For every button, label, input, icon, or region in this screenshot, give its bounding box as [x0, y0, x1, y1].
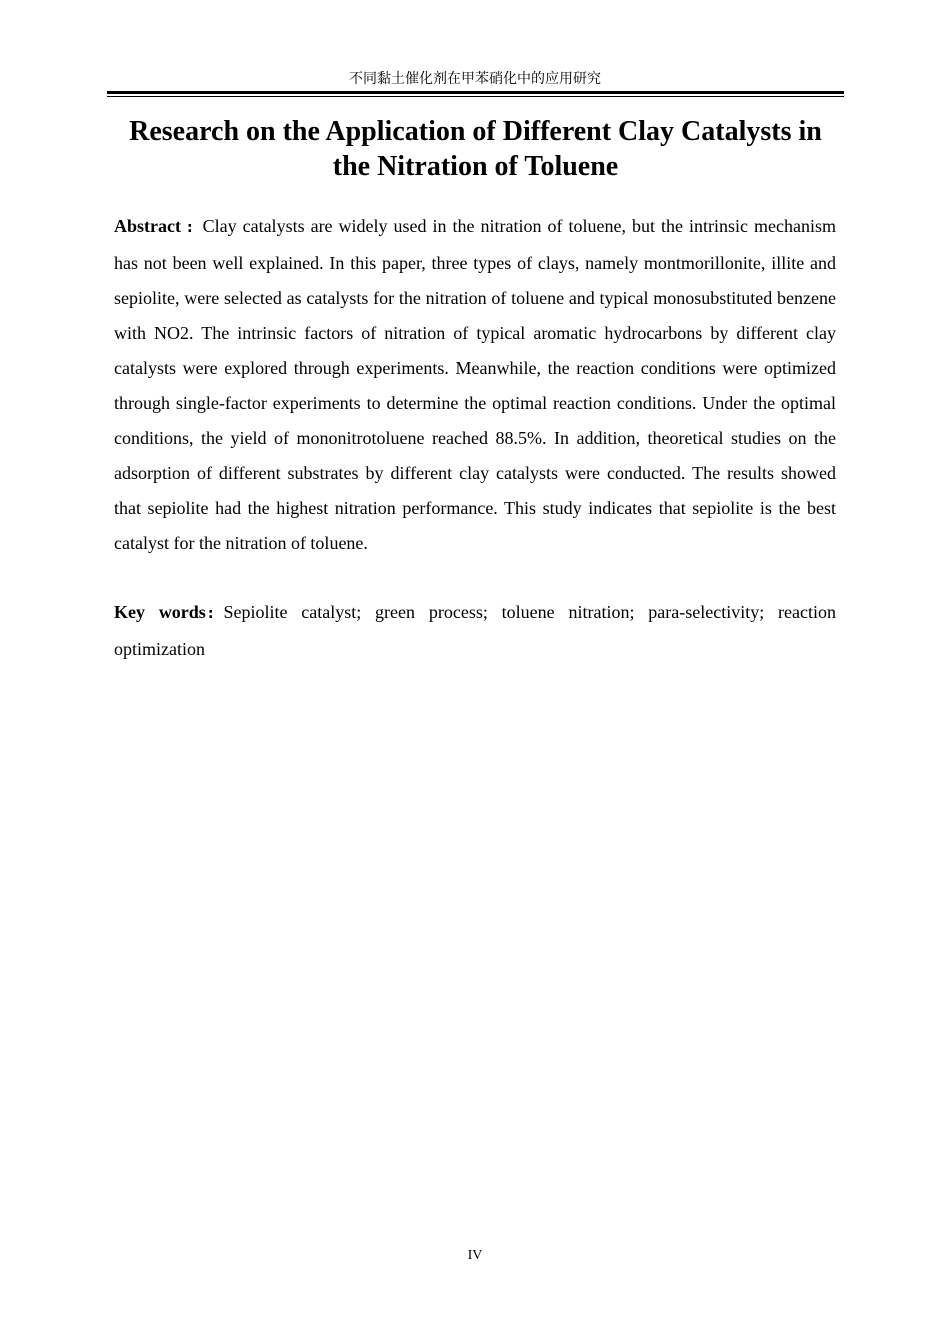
running-header: 不同黏土催化剂在甲苯硝化中的应用研究: [349, 71, 601, 87]
abstract-text: Clay catalysts are widely used in the nitration of toluene, but the intrinsic mechanism has not been well explained. In this paper, three types of clays, namely montmorillonite, illite and sepiolite, were selected as catalysts for the nitration of toluene and typical monosubstituted benzene with NO2. The intrinsic factors of nitration of typical aromatic hydrocarbons by different clay catalysts were explored through experiments. Meanwhile, the reaction conditions were optimized through single-factor experiments to determine the optimal reaction conditions. Under the optimal conditions, the yield of mononitrotoluene reached 88.5%. In addition, theoretical studies on the adsorption of different substrates by different clay catalysts were conducted. The results showed that sepiolite had the highest nitration performance. This study indicates that sepiolite is the best catalyst for the nitration of toluene.: [114, 216, 836, 553]
keywords-colon: :: [207, 606, 214, 622]
keywords-label: Key words: [114, 602, 206, 622]
paper-title: Research on the Application of Different Clay Catalysts in the Nitration of Toluene: [129, 116, 822, 182]
header-double-rule: [107, 91, 844, 97]
abstract-colon: :: [186, 220, 193, 236]
abstract-label: Abstract: [114, 216, 181, 236]
abstract-paragraph: [114, 209, 836, 561]
keywords-text: Sepiolite catalyst; green process; toluene nitration; para-selectivity; reaction optimization: [114, 602, 836, 659]
page-number: IV: [467, 1248, 483, 1263]
keywords-paragraph: [114, 595, 836, 667]
